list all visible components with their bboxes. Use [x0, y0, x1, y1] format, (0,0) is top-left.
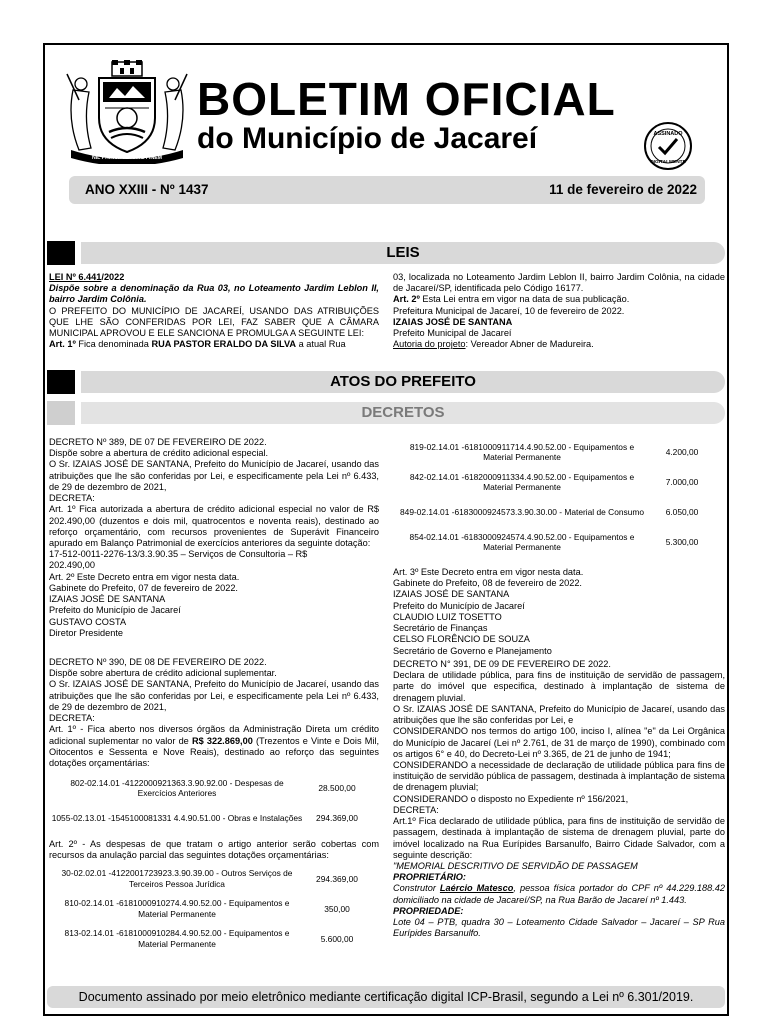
decree-389-dotation-value: 202.490,00 — [49, 560, 95, 571]
dotation-desc: 1055-02.13.01 -1545100081331 4.4.90.51.00 - Obras e Instalações — [51, 813, 303, 824]
decree-390-signer-2: CLAUDIO LUIZ TOSETTO — [393, 611, 502, 622]
decree-391-preamble: O Sr. IZAIAS JOSÉ DE SANTANA, Prefeito do Município de Jacareí, usando das atribuições que lhe são conferidas por Lei, e — [393, 703, 725, 726]
decree-390-art1-end: (Trezentos e Vinte e Dois Mil, Oitocentos e Sessenta e Nove Reais), destinado ao reforço das seguintes dotações orçamentárias: — [49, 735, 379, 768]
decree-391-owner-details: , pessoa física portador do CPF nº 44.229.188.42 domiciliado na cidade de Jacareí/SP, na Rua Barão de Jacareí nº 1.443. — [393, 883, 726, 905]
decree-391-owner-label: PROPRIETÁRIO: — [393, 872, 466, 883]
table-row — [49, 773, 369, 803]
decree-391-owner-prefix: Construtor — [393, 883, 440, 894]
decree-390-decreta: DECRETA: — [49, 713, 95, 724]
decree-389-gabinete: Gabinete do Prefeito, 07 de fevereiro de 2022. — [49, 582, 238, 593]
dotation-desc: 849-02.14.01 -6183000924573.3.90.30.00 - Material de Consumo — [400, 506, 644, 517]
dotation-value: 28.500,00 — [318, 783, 356, 794]
decree-390-art2: Art. 2º - As despesas de que tratam o artigo anterior serão cobertas com recursos da anulação parcial das seguintes dotações orçamentárias: — [49, 839, 379, 861]
decree-390-signer-3-role: Secretário de Governo e Planejamento — [393, 645, 552, 656]
subsection-marker — [47, 401, 75, 425]
decree-390-signer-1: IZAIAS JOSÉ DE SANTANA — [393, 589, 510, 600]
law-author-label: Autoria do projeto — [393, 339, 466, 350]
dotation-value: 350,00 — [324, 903, 350, 914]
crest-motto: NIL PRINCIPIIS ANTE FINEM — [91, 155, 163, 161]
issue-date: 11 de fevereiro de 2022 — [549, 182, 697, 197]
dotation-desc: 810-02.14.01 -6181000910274.4.90.52.00 - Equipamentos e Material Permanente — [64, 898, 290, 919]
digital-signature-seal-icon — [643, 121, 693, 171]
table-row — [393, 527, 713, 557]
law-author: : Vereador Abner de Madureira. — [465, 339, 594, 350]
section-atos-do-prefeito — [47, 370, 725, 394]
decree-391-art1: Art.1º Fica declarado de utilidade pública, para fins de instituição de servidão de passagem, destinada à implantação de sistema de drenagem pluvial, parte do imóvel localizado na Rua Eurípides Barsanulfo, Bairro Cidade Salvador, com a seguinte descrição: — [393, 816, 725, 860]
law-signer: IZAIAS JOSÉ DE SANTANA — [393, 316, 513, 327]
dotation-value: 7.000,00 — [665, 476, 699, 487]
dotation-desc: 854-02.14.01 -6183000924574.4.90.52.00 - Equipamentos e Material Permanente — [409, 531, 635, 552]
law-street-name: RUA PASTOR ERALDO DA SILVA — [151, 339, 297, 350]
decree-389-ementa: Dispõe sobre a abertura de crédito adicional especial. — [49, 448, 269, 459]
edition-number: ANO XXIII - Nº 1437 — [85, 182, 209, 197]
table-row — [49, 864, 369, 894]
law-number-prefix: LEI Nº — [49, 272, 79, 282]
decree-391-property-text: Lote 04 – PTB, quadra 30 – Loteamento Cidade Salvador – Jacareí – SP Rua Eurípides Barsanulfo. — [393, 917, 725, 939]
dotation-desc: 30-02.02.01 -4122001723923.3.90.39.00 - Outros Serviços de Terceiros Pessoa Jurídica — [61, 868, 293, 889]
section-leis — [47, 241, 725, 265]
digital-signature-footer: Documento assinado por meio eletrônico mediante certificação digital ICP-Brasil, segundo a Lei nº 6.301/2019. — [47, 986, 725, 1008]
law-signer-role: Prefeito Municipal de Jacareí — [393, 328, 512, 339]
decree-389-signer-1-role: Prefeito do Município de Jacareí — [49, 605, 181, 616]
seal-line-1: ASSINADO — [653, 131, 683, 137]
decree-390-art3: Art. 3º Este Decreto entra em vigor nesta data. — [393, 567, 584, 577]
decree-391-decreta: DECRETA: — [393, 804, 439, 815]
dotation-value: 6.050,00 — [665, 506, 699, 517]
dotation-value: 4.200,00 — [665, 446, 699, 457]
decree-389-art2: Art. 2º Este Decreto entra em vigor nesta data. — [49, 571, 240, 582]
subsection-decretos — [47, 401, 725, 425]
law-continuation: 03, localizada no Loteamento Jardim Leblon II, bairro Jardim Colônia, na cidade de Jacareí/SP, identificada pelo Código 16177. — [393, 272, 725, 294]
decree-391-considering-3: CONSIDERANDO o disposto no Expediente nº 156/2021, — [393, 793, 629, 804]
subsection-title-decretos: DECRETOS — [81, 402, 725, 424]
section-marker — [47, 370, 75, 394]
dotation-value: 5.600,00 — [320, 933, 354, 944]
decree-389-art1: Art. 1º Fica autorizada a abertura de crédito adicional especial no valor de R$ 202.490,00 (duzentos e dois mil, quatrocentos e noventa reais), destinado ao reforço orçamentário, com recursos provenientes de Superávit Financeiro apurado em Balanço Patrimonial de exercícios anteriores da seguinte dotação: — [49, 504, 379, 548]
dotation-desc: 802-02.14.01 -4122000921363.3.90.92.00 - Despesas de Exercícios Anteriores — [70, 777, 284, 799]
law-preamble: O PREFEITO DO MUNICÍPIO DE JACAREÍ, USANDO DAS ATRIBUIÇÕES QUE LHE SÃO CONFERIDAS POR LEI, FAZ SABER QUE A CÂMARA MUNICIPAL APROVOU E ELE SANCIONA E PROMULGA A SEGUINTE LEI: — [49, 305, 379, 339]
bulletin-page — [43, 43, 729, 1016]
table-row — [49, 894, 369, 924]
decree-391-considering-1: CONSIDERANDO nos termos do artigo 100, inciso I, alínea "e" da Lei Orgânica do Município de Jacareí (Lei nº 2.761, de 31 de março de 1990), combinado com os artigos 6° e 40, do Decreto-Lei nº 3.365, de 21 de junho de 1941; — [393, 726, 725, 759]
decree-390 — [49, 657, 379, 954]
section-title-leis: LEIS — [81, 242, 725, 264]
law-number: 6.441 — [78, 272, 102, 282]
masthead — [45, 45, 727, 177]
law-art1-label: Art. 1º — [49, 339, 76, 350]
decree-390-gabinete: Gabinete do Prefeito, 08 de fevereiro de 2022. — [393, 578, 582, 589]
table-row — [49, 803, 369, 833]
decree-389-signer-2: GUSTAVO COSTA — [49, 616, 127, 627]
decree-389 — [49, 437, 379, 639]
decree-390-annulled-dotations-table-cont — [393, 437, 713, 557]
dotation-desc: 819-02.14.01 -6181000911714.4.90.52.00 - Equipamentos e Material Permanente — [409, 441, 635, 462]
decree-389-dotation: 17-512-0011-2276-13/3.3.90.35 – Serviços de Consultoria – R$ — [49, 549, 308, 560]
dotation-desc: 842-02.14.01 -6182000911334.4.90.52.00 - Equipamentos e Material Permanente — [409, 471, 635, 492]
issue-info-bar — [69, 176, 705, 204]
section-marker — [47, 241, 75, 265]
decree-391-considering-2: CONSIDERANDO a necessidade de declaração de utilidade pública para fins de instituição de servidão pública de passagem, destinada à implantação de sistema de drenagem pluvial; — [393, 759, 725, 793]
decree-391-owner-name: Laércio Matesco — [439, 883, 514, 894]
decree-390-signer-2-role: Secretário de Finanças — [393, 623, 488, 634]
decree-391-property-label: PROPRIEDADE: — [393, 905, 464, 916]
seal-line-2: DIGITALMENTE — [650, 160, 686, 165]
law-art1-text: Fica denominada — [75, 339, 152, 350]
law-art2-label: Art. 2º — [393, 294, 420, 305]
decree-389-decreta: DECRETA: — [49, 493, 95, 504]
decree-391-title: DECRETO N° 391, DE 09 DE FEVEREIRO DE 2022. — [393, 659, 611, 669]
decree-390-art1: Art. 1º - Fica aberto nos diversos órgãos da Administração Direta um crédito adicional suplementar no valor de — [49, 724, 379, 746]
decree-390-ementa: Dispõe sobre abertura de crédito adicional suplementar. — [49, 668, 277, 679]
decree-391-ementa: Declara de utilidade pública, para fins de instituição de servidão de passagem, parte do imóvel que especifica, destinado à implantação de sistema de drenagem pluvial. — [393, 670, 725, 703]
decree-390-supplemented-dotations-table — [49, 773, 369, 833]
dotation-value: 5.300,00 — [665, 536, 699, 547]
law-year: /2022 — [101, 272, 125, 282]
decree-391-memorial: "MEMORIAL DESCRITIVO DE SERVIDÃO DE PASSAGEM — [393, 860, 638, 871]
decree-390-signer-1-role: Prefeito do Município de Jacareí — [393, 600, 525, 611]
table-row — [393, 437, 713, 467]
law-art2-text: Esta Lei entra em vigor na data de sua publicação. — [419, 294, 630, 305]
leis-right-column — [393, 272, 725, 351]
decree-390-amount: R$ 322.869,00 — [191, 735, 253, 746]
decree-389-preamble: O Sr. IZAIAS JOSÉ DE SANTANA, Prefeito do Município de Jacareí, usando das atribuições que lhe são conferidas por Lei, e especificamente pela Lei nº 6.433, de 29 de dezembro de 2021, — [49, 459, 379, 492]
decree-390-continuation — [393, 437, 725, 657]
municipal-crest-icon — [65, 60, 189, 164]
section-title-atos: ATOS DO PREFEITO — [81, 371, 725, 393]
bulletin-subtitle: do Município de Jacareí — [197, 122, 538, 155]
decree-390-preamble: O Sr. IZAIAS JOSÉ DE SANTANA, Prefeito do Município de Jacareí, usando das atribuições que lhe são conferidas por Lei, e especificamente pela Lei nº 6.433, de 29 de dezembro de 2021, — [49, 679, 379, 712]
decree-389-signer-1: IZAIAS JOSÉ DE SANTANA — [49, 594, 166, 605]
dotation-value: 294.369,00 — [316, 873, 358, 884]
decree-391 — [393, 659, 725, 939]
law-art1-text-end: a atual Rua — [296, 339, 346, 350]
decree-389-title: DECRETO Nº 389, DE 07 DE FEVEREIRO DE 2022. — [49, 437, 267, 447]
bulletin-title: BOLETIM OFICIAL — [197, 73, 616, 125]
table-row — [393, 497, 713, 527]
leis-left-column — [49, 272, 379, 351]
decree-390-title: DECRETO Nº 390, DE 08 DE FEVEREIRO DE 2022. — [49, 657, 267, 667]
law-ementa: Dispõe sobre a denominação da Rua 03, no Loteamento Jardim Leblon II, bairro Jardim Colônia. — [49, 283, 379, 305]
decree-390-signer-3: CELSO FLORÊNCIO DE SOUZA — [393, 634, 530, 645]
dotation-desc: 813-02.14.01 -6181000910284.4.90.52.00 - Equipamentos e Material Permanente — [64, 928, 290, 949]
table-row — [49, 924, 369, 954]
law-place-date: Prefeitura Municipal de Jacareí, 10 de fevereiro de 2022. — [393, 305, 625, 316]
table-row — [393, 467, 713, 497]
decree-389-signer-2-role: Diretor Presidente — [49, 627, 124, 638]
dotation-value: 294.369,00 — [316, 813, 358, 824]
decree-390-annulled-dotations-table — [49, 864, 369, 954]
